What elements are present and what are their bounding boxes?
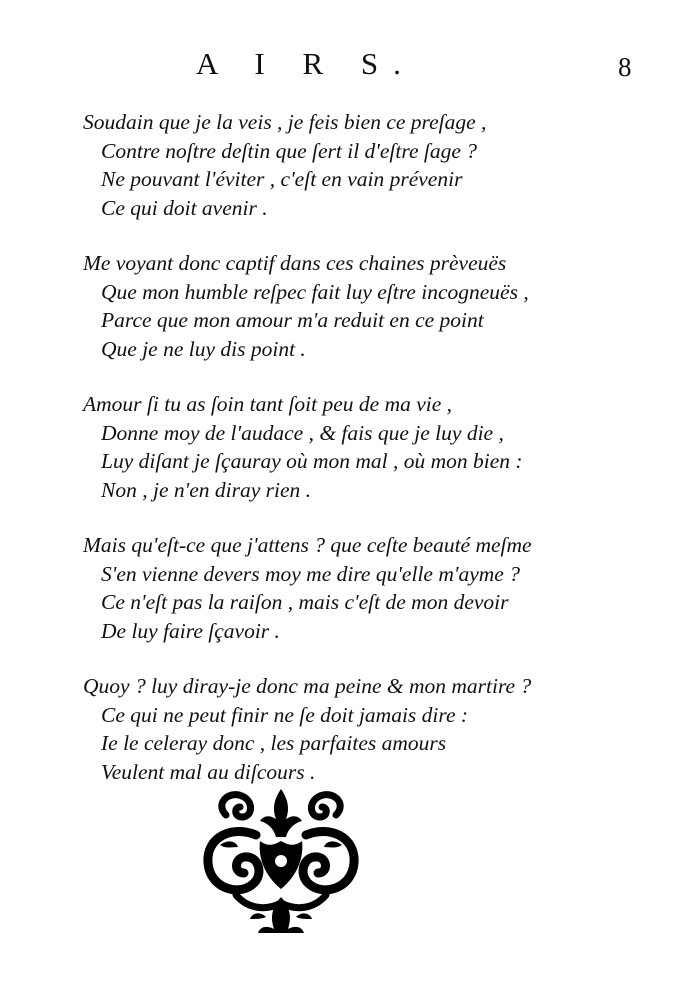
verse-line: Quoy ? luy diray-je donc ma peine & mon martire ?: [83, 674, 532, 698]
verse-line: Me voyant donc captif dans ces chaines prèveuës: [83, 251, 507, 275]
verse-line: Mais qu'eſt-ce que j'attens ? que ceſte beauté meſme: [83, 533, 532, 557]
running-head: [0, 42, 692, 86]
verse-line: Amour ſi tu as ſoin tant ſoit peu de ma vie ,: [83, 392, 453, 416]
verse-line: Non , je n'en diray rien .: [101, 477, 312, 502]
stanza-1: [0, 108, 692, 222]
verse-line: Ne pouvant l'éviter , c'eſt en vain prévenir: [101, 167, 463, 191]
verse-line: Ce n'eſt pas la raiſon , mais c'eſt de mon devoir: [101, 590, 509, 614]
verse-line: Veulent mal au diſcours .: [101, 759, 316, 784]
verse-line: Contre noſtre deſtin que ſert il d'eſtre ſage ?: [101, 138, 478, 163]
stanza-5: [0, 672, 692, 786]
verse-line: Ie le celeray donc , les parfaites amours: [101, 731, 447, 755]
stanza-4: [0, 531, 692, 645]
verse-line: Donne moy de l'audace , & fais que je luy die ,: [101, 420, 504, 445]
verse-line: Soudain que je la veis , je feis bien ce preſage ,: [83, 110, 487, 134]
verse-line: Que je ne luy dis point .: [101, 336, 306, 361]
verse-line: Ce qui doit avenir .: [101, 195, 268, 220]
verse-line: Ce qui ne peut finir ne ſe doit jamais dire :: [101, 702, 469, 727]
verse-line: Luy diſant je ſçauray où mon mal , où mon bien :: [101, 449, 523, 473]
verse-line: Parce que mon amour m'a reduit en ce point: [101, 308, 484, 332]
stanza-3: [0, 390, 692, 504]
stanza-2: [0, 249, 692, 363]
verse-line: De luy faire ſçavoir .: [101, 618, 280, 643]
page-number: 8: [618, 52, 632, 82]
verse-line: S'en vienne devers moy me dire qu'elle m'ayme ?: [101, 561, 520, 586]
verse-line: Que mon humble reſpec fait luy eſtre incogneuës ,: [101, 279, 529, 304]
poem: [0, 108, 692, 813]
fleuron-ornament-icon: [196, 785, 366, 935]
running-title: A I R S.: [196, 46, 416, 81]
